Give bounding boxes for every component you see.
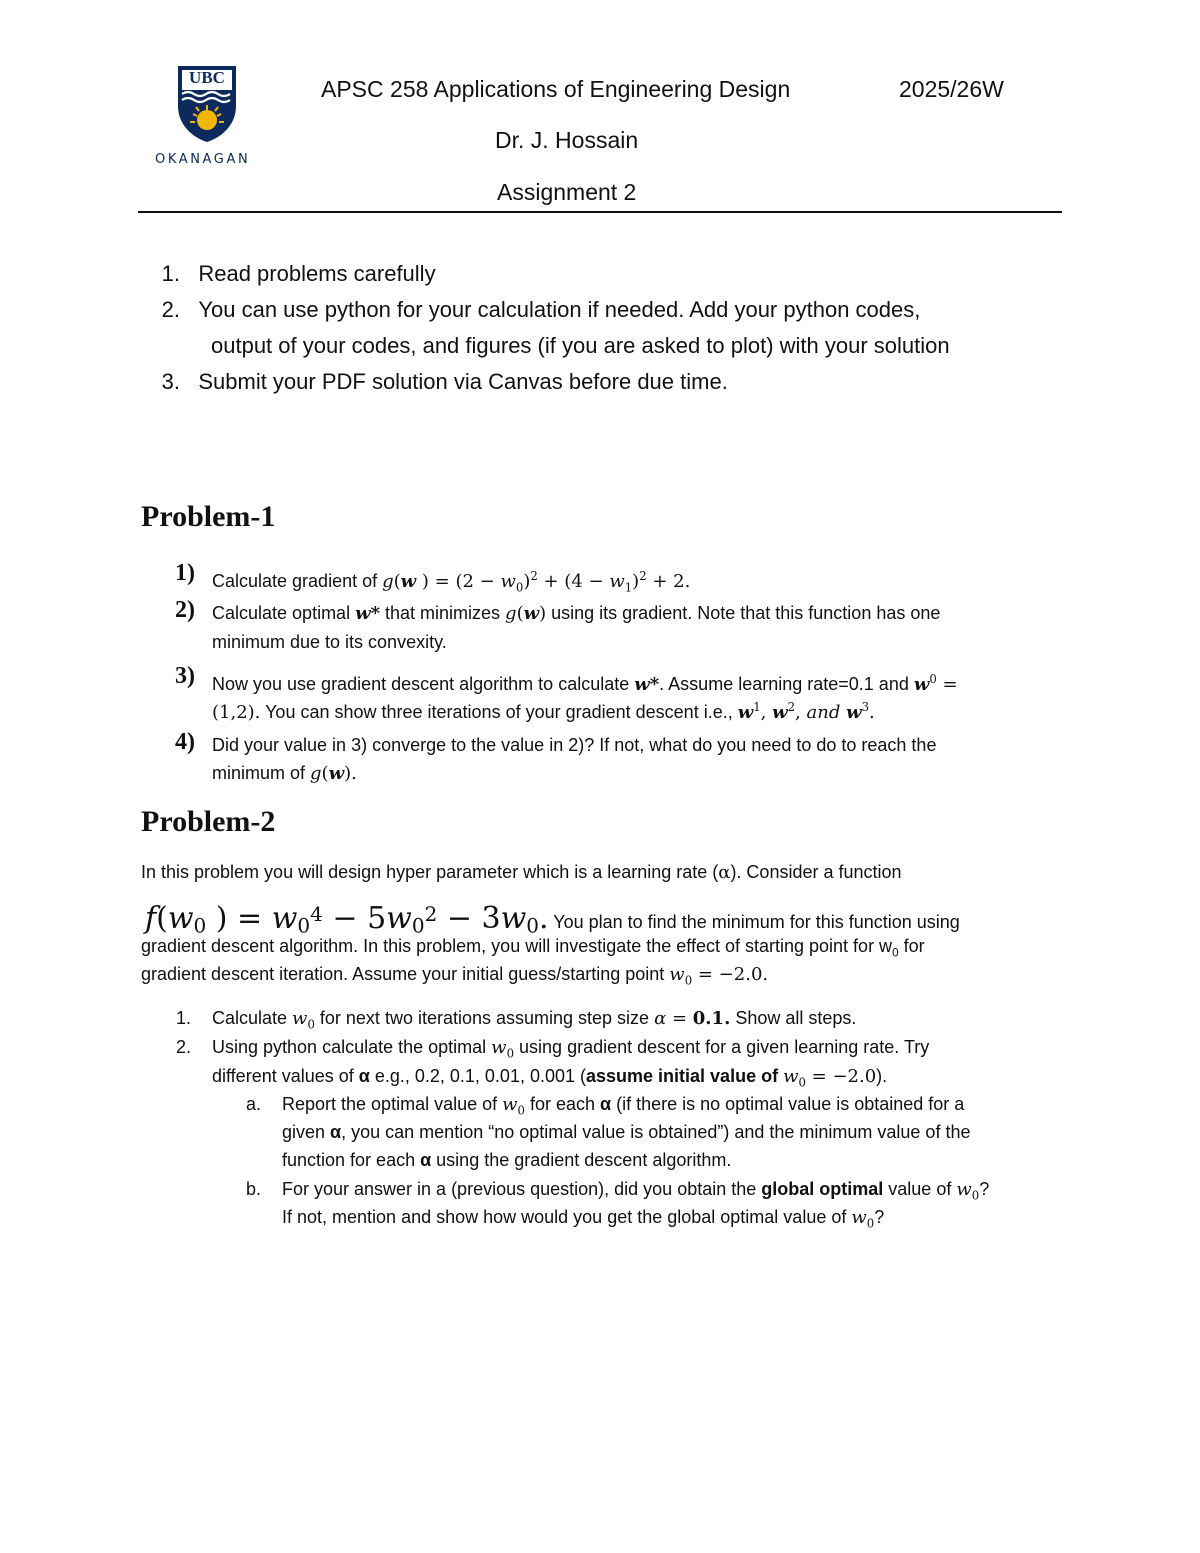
p1-q4: Did your value in 3) converge to the value in 2)? If not, what do you need to do to reach the [212,735,937,755]
p2-sub-b-line2: If not, mention and show how would you get the global optimal value of $w_0$? [282,1207,885,1231]
list-item: 3. Submit your PDF solution via Canvas before due time. [161,369,728,394]
course-title: APSC 258 Applications of Engineering Design [321,76,791,102]
problem-1-title: Problem-1 [141,500,276,533]
question-number: 4) [175,729,195,755]
question-number: 2) [175,597,195,623]
p2-function: $f(w_0$ ) = $w_0^4 - 5w_0^2 - 3w_0$. You plan to find the minimum for this function using [145,901,960,938]
p2-sub-b: b. For your answer in a (previous question), did you obtain the global optimal value of $w_0$? [246,1179,990,1203]
p2-sub-a: a. Report the optimal value of $w_0$ for each α (if there is no optimal value is obtained for a [246,1094,965,1118]
p1-q2: Calculate optimal w* that minimizes g(w) using its gradient. Note that this function has one [212,603,941,624]
instructions-list [150,256,950,400]
p1-q3-line2: (1,2). You can show three iterations of your gradient descent i.e., $w^1$, $w^2$, and $w^3$. [212,700,875,723]
question-number: 3) [175,663,195,689]
p2-sub-a-line3: function for each α using the gradient descent algorithm. [282,1150,732,1170]
p1-q3: Now you use gradient descent algorithm to calculate w*. Assume learning rate=0.1 and $w^0$ = [212,672,958,695]
term: 2025/26W [899,76,1004,102]
instructor: Dr. J. Hossain [495,127,639,153]
list-item: 1. Read problems carefully [161,261,436,286]
question-number: 1) [175,560,195,586]
header-rule [138,211,1062,213]
p1-q2-line2: minimum due to its convexity. [212,632,447,652]
p2-sub-a-line2: given α, you can mention “no optimal value is obtained”) and the minimum value of the [282,1122,971,1142]
p2-sub-1: 1. Calculate $w_0$ for next two iterations assuming step size α = 0.1. Show all steps. [176,1008,857,1032]
p2-intro: In this problem you will design hyper parameter which is a learning rate (α). Consider a function [141,862,902,883]
problem-2-title: Problem-2 [141,805,276,838]
p2-sub-2-line2: different values of α e.g., 0.2, 0.1, 0.01, 0.001 (assume initial value of $w_0 = -2.0$). [212,1066,888,1090]
assignment-title: Assignment 2 [497,179,637,205]
list-item: 2. You can use python for your calculation if needed. Add your python codes, [161,297,921,322]
p2-line4: gradient descent iteration. Assume your initial guess/starting point $w_0 = -2.0$. [141,964,769,988]
list-item-continuation: output of your codes, and figures (if you are asked to plot) with your solution [211,333,950,358]
p2-line3: gradient descent algorithm. In this problem, you will investigate the effect of starting point for $w_0$ for [141,936,925,960]
p1-q4-line2: minimum of g(w). [212,763,357,784]
p1-q1: Calculate gradient of g(w ) = $(2 - w_0)^2 + (4 - w_1)^2 + 2$. [212,569,691,595]
logo-campus: OKANAGAN [155,152,251,167]
ubc-wordmark: UBC [189,68,225,87]
p2-sub-2: 2. Using python calculate the optimal $w_0$ using gradient descent for a given learning rate. Try [176,1037,930,1061]
